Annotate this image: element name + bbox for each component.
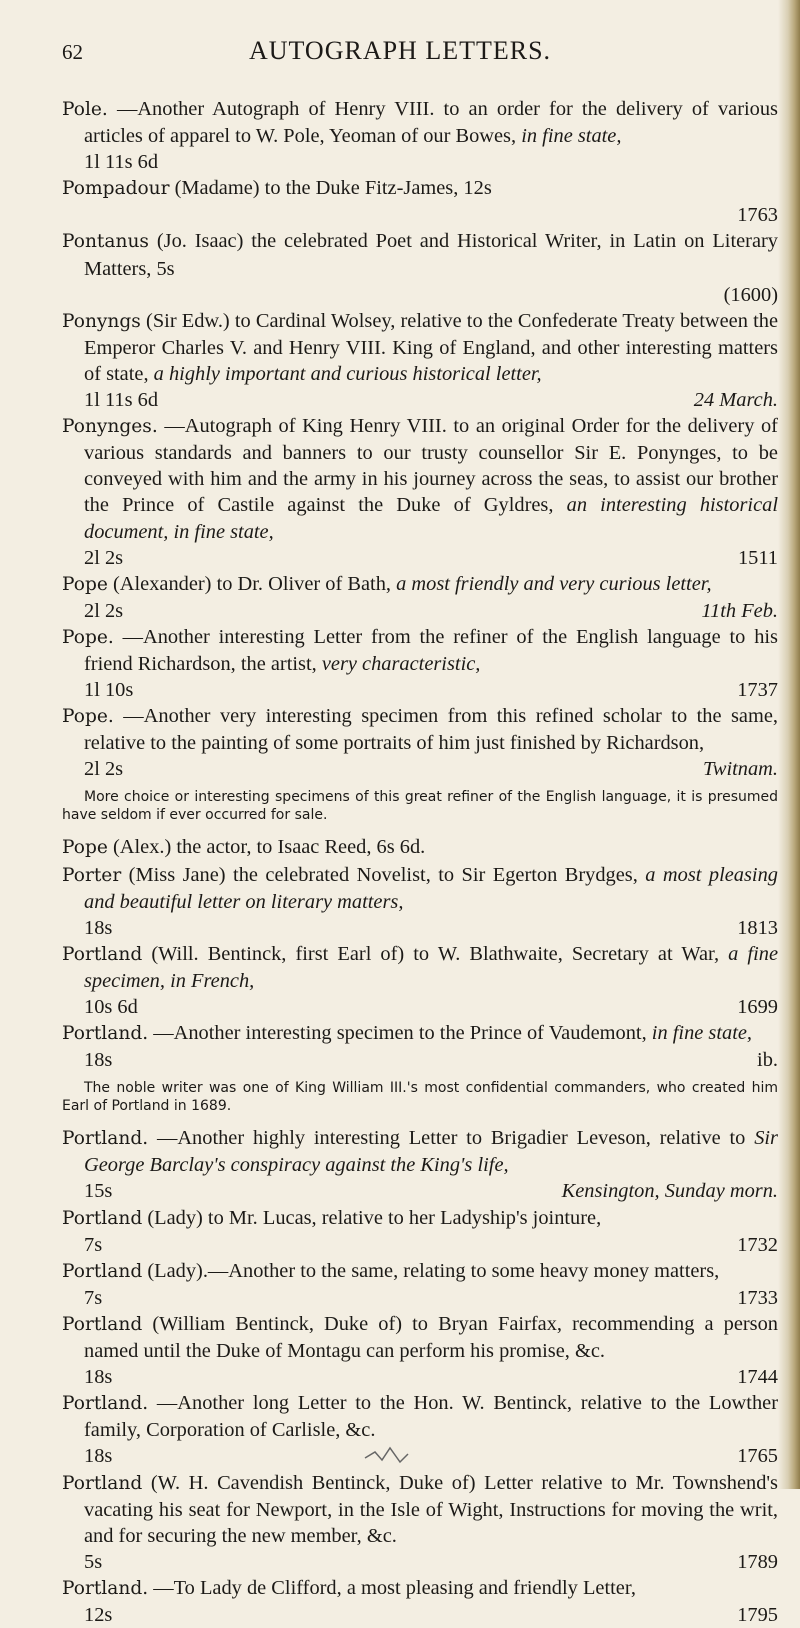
entry-text: —Another highly interesting Letter to Brigadier Leveson, relative to bbox=[156, 1127, 746, 1150]
entry-heading: Pontanus bbox=[62, 231, 149, 253]
entry-remark: Sir George Barclay's conspiracy against the King's life, bbox=[84, 1127, 778, 1177]
entry-text: (Alexander) to Dr. Oliver of Bath, bbox=[112, 572, 391, 595]
entry-price: 7s bbox=[84, 1233, 103, 1256]
entry-text: —Another Autograph of Henry VIII. to an order for the delivery of various articles of apparel to W. Pole, Yeoman of our Bowes, bbox=[84, 98, 778, 148]
catalogue-entry bbox=[62, 1575, 778, 1628]
entry-price: 18s bbox=[84, 1366, 113, 1389]
entry-remark: an interesting historical document, in fine state, bbox=[84, 494, 778, 543]
entry-date: Kensington, Sunday morn. bbox=[561, 1180, 778, 1203]
entry-heading: Pompadour bbox=[62, 178, 170, 200]
entry-remark: a most friendly and very curious letter, bbox=[396, 572, 712, 595]
note-pope: More choice or interesting specimens of this great refiner of the English language, it is presumed have seldom if ever occurred for sale. bbox=[62, 789, 778, 824]
entry-date: 1733 bbox=[737, 1286, 778, 1309]
entry-text: (Jo. Isaac) the celebrated Poet and Historical Writer, in Latin on Literary Matters, 5s bbox=[84, 230, 778, 280]
entry-date: 1789 bbox=[737, 1550, 778, 1573]
entry-price-date bbox=[84, 1549, 778, 1575]
entry-heading: Portland bbox=[62, 1207, 143, 1229]
entry-remark: in fine state, bbox=[521, 125, 622, 148]
entry-heading: Portland bbox=[62, 943, 143, 965]
entries-group-2 bbox=[62, 834, 778, 1073]
catalogue-entry bbox=[62, 1258, 778, 1311]
entry-price: 18s bbox=[84, 1445, 113, 1468]
entry-text: (Sir Edw.) to Cardinal Wolsey, relative to the Confederate Treaty between the Emperor Charles V. and Henry VIII. King of England, and other interesting matters of state, bbox=[84, 309, 778, 385]
entry-heading: Ponynges. bbox=[62, 416, 158, 438]
entry-heading: Portland bbox=[62, 1260, 143, 1282]
entry-price: 18s bbox=[84, 1049, 113, 1072]
entry-remark: a highly important and curious historical letter, bbox=[153, 362, 542, 385]
entry-price-date bbox=[84, 756, 778, 782]
catalogue-entry bbox=[62, 413, 778, 571]
page-edge-shadow bbox=[778, 0, 800, 1489]
entry-text: (William Bentinck, Duke of) to Bryan Fairfax, recommending a person named until the Duke of Montagu can perform his promise, &c. bbox=[84, 1312, 778, 1363]
catalogue-entry bbox=[62, 834, 778, 861]
entry-heading: Ponyngs bbox=[62, 310, 141, 332]
entry-price: 7s bbox=[84, 1286, 103, 1309]
entry-heading: Portland bbox=[62, 1472, 143, 1494]
catalogue-entry bbox=[62, 1390, 778, 1469]
entry-price: 5s bbox=[84, 1550, 103, 1573]
catalogue-entry bbox=[62, 1020, 778, 1073]
entry-heading: Portland. bbox=[62, 1393, 149, 1415]
entry-heading: Portland. bbox=[62, 1128, 149, 1150]
entry-heading: Portland. bbox=[62, 1023, 149, 1045]
entry-price-date bbox=[84, 1232, 778, 1258]
entry-price-date bbox=[84, 282, 778, 308]
entry-remark: in fine state, bbox=[651, 1022, 753, 1045]
entry-price-date bbox=[84, 1178, 778, 1204]
entries-group-3 bbox=[62, 1125, 778, 1628]
entry-heading: Pope. bbox=[62, 706, 114, 728]
entry-date: 1763 bbox=[737, 204, 778, 227]
catalogue-body bbox=[62, 96, 778, 1628]
entry-price: 10s 6d bbox=[84, 996, 138, 1018]
entry-date: 1765 bbox=[737, 1445, 778, 1468]
entry-date: 1744 bbox=[737, 1366, 778, 1389]
entry-price-date bbox=[84, 1047, 778, 1073]
catalogue-entry bbox=[62, 703, 778, 782]
entry-text: —Another interesting specimen to the Prince of Vaudemont, bbox=[153, 1022, 647, 1045]
entry-date: 11th Feb. bbox=[701, 599, 778, 622]
entries-group-1 bbox=[62, 96, 778, 782]
catalogue-entry bbox=[62, 862, 778, 941]
entry-heading: Porter bbox=[62, 864, 122, 886]
entry-price: 1l 11s 6d bbox=[84, 389, 159, 412]
entry-remark: very characteristic, bbox=[321, 652, 481, 675]
catalogue-entry bbox=[62, 941, 778, 1020]
entry-price-date bbox=[84, 1364, 778, 1390]
entry-price-date bbox=[84, 677, 778, 703]
page-header bbox=[0, 0, 800, 80]
entry-heading: Pope bbox=[62, 837, 108, 859]
catalogue-entry bbox=[62, 96, 778, 175]
entry-text: (Madame) to the Duke Fitz-James, 12s bbox=[174, 177, 492, 200]
entry-price: 12s bbox=[84, 1603, 113, 1626]
catalogue-entry bbox=[62, 228, 778, 307]
entry-price: 18s bbox=[84, 916, 113, 939]
entry-price-date bbox=[84, 545, 778, 571]
entry-price-date bbox=[84, 202, 778, 228]
entry-date: 24 March. bbox=[693, 389, 778, 412]
catalogue-entry bbox=[62, 1470, 778, 1575]
entry-price: 15s bbox=[84, 1180, 113, 1203]
entry-heading: Portland. bbox=[62, 1577, 149, 1599]
running-title: AUTOGRAPH LETTERS. bbox=[248, 36, 552, 65]
entry-price-date bbox=[84, 915, 778, 941]
printer-mark bbox=[360, 1440, 420, 1470]
entry-text: —Another very interesting specimen from this refined scholar to the same, relative to the painting of some portraits of him just finished by Richardson, bbox=[84, 705, 778, 755]
entry-price: 1l 11s 6d bbox=[84, 151, 159, 174]
page-number: 62 bbox=[62, 40, 83, 64]
entry-heading: Pole. bbox=[62, 99, 108, 120]
entry-remark: a fine specimen, in French, bbox=[84, 942, 778, 992]
entry-price: 2l 2s bbox=[84, 599, 124, 622]
catalogue-entry bbox=[62, 1311, 778, 1390]
entry-date: 1795 bbox=[737, 1603, 778, 1626]
note-portland: The noble writer was one of King William III.'s most confidential commanders, who created him Earl of Portland in 1689. bbox=[62, 1080, 778, 1115]
entry-price-date bbox=[84, 598, 778, 624]
entry-heading: Pope. bbox=[62, 626, 114, 648]
entry-price-date bbox=[84, 1443, 778, 1469]
entry-text: —To Lady de Clifford, a most pleasing and friendly Letter, bbox=[153, 1576, 636, 1599]
entry-price: 2l 2s bbox=[84, 758, 124, 781]
entry-date: 1813 bbox=[737, 916, 778, 939]
entry-price: 2l 2s bbox=[84, 546, 124, 569]
entry-remark: a most pleasing and beautiful letter on literary matters, bbox=[84, 863, 778, 913]
entry-heading: Pope bbox=[62, 573, 108, 595]
entry-text: —Another interesting Letter from the refiner of the English language to his friend Richardson, the artist, bbox=[84, 625, 778, 675]
catalogue-entry bbox=[62, 571, 778, 624]
catalogue-entry bbox=[62, 308, 778, 413]
entry-date: 1737 bbox=[737, 679, 778, 702]
entry-price-date bbox=[84, 149, 778, 175]
entry-text: —Another long Letter to the Hon. W. Bentinck, relative to the Lowther family, Corporation of Carlisle, &c. bbox=[84, 1392, 778, 1442]
catalogue-entry bbox=[62, 1125, 778, 1204]
entry-date: 1511 bbox=[737, 546, 778, 569]
entry-date: ib. bbox=[757, 1049, 778, 1072]
entry-date: 1699 bbox=[737, 996, 778, 1018]
entry-text: (Miss Jane) the celebrated Novelist, to Sir Egerton Brydges, bbox=[128, 863, 638, 886]
entry-date: 1732 bbox=[737, 1233, 778, 1256]
entry-price-date bbox=[84, 994, 778, 1020]
entry-date: Twitnam. bbox=[703, 758, 778, 781]
catalogue-entry bbox=[62, 175, 778, 228]
entry-text: (Lady) to Mr. Lucas, relative to her Ladyship's jointure, bbox=[147, 1206, 602, 1229]
entry-text: (Will. Bentinck, first Earl of) to W. Blathwaite, Secretary at War, bbox=[151, 942, 720, 965]
entry-text: (W. H. Cavendish Bentinck, Duke of) Letter relative to Mr. Townshend's vacating his seat for Newport, in the Isle of Wight, Instructions for moving the writ, and for securing the new member, &c. bbox=[84, 1471, 778, 1547]
entry-price-date bbox=[84, 387, 778, 413]
catalogue-entry bbox=[62, 624, 778, 703]
entry-text: (Alex.) the actor, to Isaac Reed, 6s 6d. bbox=[112, 836, 426, 859]
entry-text: —Autograph of King Henry VIII. to an original Order for the delivery of various standards and banners to our trusty counsellor Sir E. Ponynges, to be conveyed with him and the army in his journey across the seas, to assist our brother the Prince of Castile against the Duke of Gyldres, bbox=[84, 415, 778, 517]
entry-price-date bbox=[84, 1602, 778, 1628]
entry-price-date bbox=[84, 1285, 778, 1311]
entry-heading: Portland bbox=[62, 1313, 143, 1335]
entry-price: 1l 10s bbox=[84, 679, 134, 702]
entry-date: (1600) bbox=[723, 283, 778, 306]
catalogue-entry bbox=[62, 1205, 778, 1258]
entry-text: (Lady).—Another to the same, relating to some heavy money matters, bbox=[147, 1259, 720, 1282]
